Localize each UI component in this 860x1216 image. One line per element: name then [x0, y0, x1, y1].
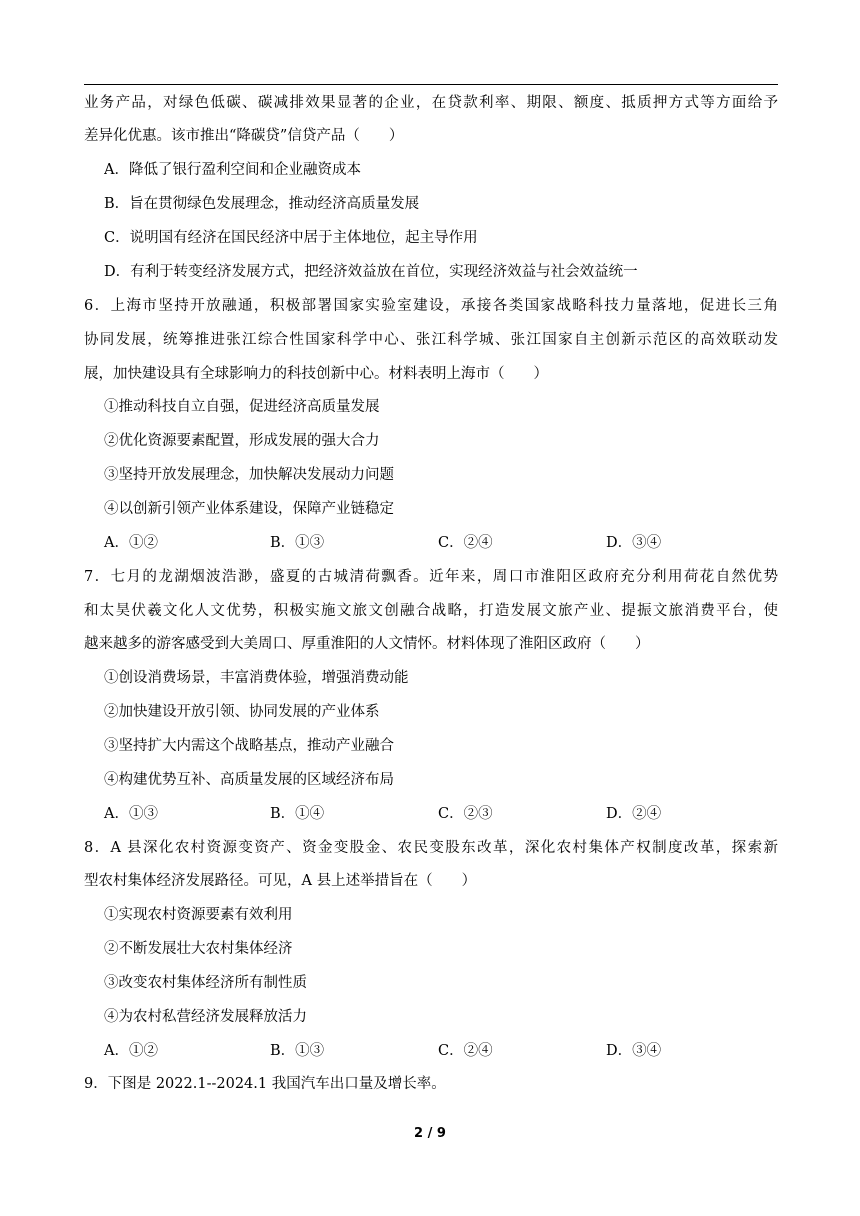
q7-choice-a: A．①③ — [104, 806, 158, 822]
q8-choice-c: C．②④ — [438, 1043, 493, 1059]
q5-stem-line: 业务产品，对绿色低碳、碳减排效果显著的企业，在贷款利率、期限、额度、抵质押方式等方面给予 — [84, 95, 778, 111]
q5-stem-line: 差异化优惠。该市推出“降碳贷”信贷产品（ ） — [84, 128, 404, 144]
q5-option-c: C．说明国有经济在国民经济中居于主体地位，起主导作用 — [104, 230, 478, 246]
q7-choice-c: C．②③ — [438, 806, 493, 822]
q7-statement-4: ④构建优势互补、高质量发展的区域经济布局 — [104, 772, 394, 788]
q6-stem-line: 6．上海市坚持开放融通，积极部署国家实验室建设，承接各类国家战略科技力量落地，促进长三角 — [84, 298, 778, 314]
q8-choice-d: D．③④ — [606, 1043, 662, 1059]
q6-choice-a: A．①② — [104, 535, 158, 551]
q8-choice-a: A．①② — [104, 1043, 158, 1059]
header-rule — [84, 84, 778, 85]
q6-stem-line: 展，加快建设具有全球影响力的科技创新中心。材料表明上海市（ ） — [84, 366, 548, 382]
q5-option-d: D．有利于转变经济发展方式，把经济效益放在首位，实现经济效益与社会效益统一 — [104, 264, 638, 280]
q7-statement-3: ③坚持扩大内需这个战略基点，推动产业融合 — [104, 738, 394, 754]
q9-stem: 9．下图是 2022.1--2024.1 我国汽车出口量及增长率。 — [84, 1076, 446, 1092]
q7-choices — [104, 804, 778, 824]
q8-statement-4: ④为农村私营经济发展释放活力 — [104, 1009, 307, 1025]
page-number: 2 / 9 — [414, 1126, 446, 1141]
q8-statement-1: ①实现农村资源要素有效利用 — [104, 907, 293, 923]
q6-choice-d: D．③④ — [606, 535, 662, 551]
q6-choices — [104, 533, 778, 553]
q7-stem-line: 越来越多的游客感受到大美周口、厚重淮阳的人文情怀。材料体现了淮阳区政府（ ） — [84, 636, 650, 652]
q5-option-b: B．旨在贯彻绿色发展理念，推动经济高质量发展 — [104, 196, 420, 212]
q8-statement-2: ②不断发展壮大农村集体经济 — [104, 941, 293, 957]
q8-statement-3: ③改变农村集体经济所有制性质 — [104, 975, 307, 991]
q6-statement-1: ①推动科技自立自强，促进经济高质量发展 — [104, 399, 380, 415]
q7-choice-b: B．①④ — [270, 806, 325, 822]
q7-statement-1: ①创设消费场景，丰富消费体验，增强消费动能 — [104, 670, 409, 686]
q8-stem-line: 8．A 县深化农村资源变资产、资金变股金、农民变股东改革，深化农村集体产权制度改革，探索新 — [84, 840, 778, 856]
q6-statement-2: ②优化资源要素配置，形成发展的强大合力 — [104, 433, 380, 449]
q8-stem-line: 型农村集体经济发展路径。可见，A 县上述举措旨在（ ） — [84, 873, 477, 889]
q6-choice-b: B．①③ — [270, 535, 325, 551]
q6-statement-3: ③坚持开放发展理念，加快解决发展动力问题 — [104, 467, 394, 483]
q8-choice-b: B．①③ — [270, 1043, 325, 1059]
q5-option-a: A．降低了银行盈利空间和企业融资成本 — [104, 162, 361, 178]
q6-stem-line: 协同发展，统筹推进张江综合性国家科学中心、张江科学城、张江国家自主创新示范区的高效联动发 — [84, 332, 778, 348]
q6-choice-c: C．②④ — [438, 535, 493, 551]
q6-statement-4: ④以创新引领产业体系建设，保障产业链稳定 — [104, 501, 394, 517]
q8-choices — [104, 1041, 778, 1061]
q7-stem-line: 7．七月的龙湖烟波浩渺，盛夏的古城清荷飘香。近年来，周口市淮阳区政府充分利用荷花自然优势 — [84, 569, 778, 585]
q7-statement-2: ②加快建设开放引领、协同发展的产业体系 — [104, 704, 380, 720]
q7-choice-d: D．②④ — [606, 806, 662, 822]
q7-stem-line: 和太昊伏羲文化人文优势，积极实施文旅文创融合战略，打造发展文旅产业、提振文旅消费平台，使 — [84, 603, 778, 619]
